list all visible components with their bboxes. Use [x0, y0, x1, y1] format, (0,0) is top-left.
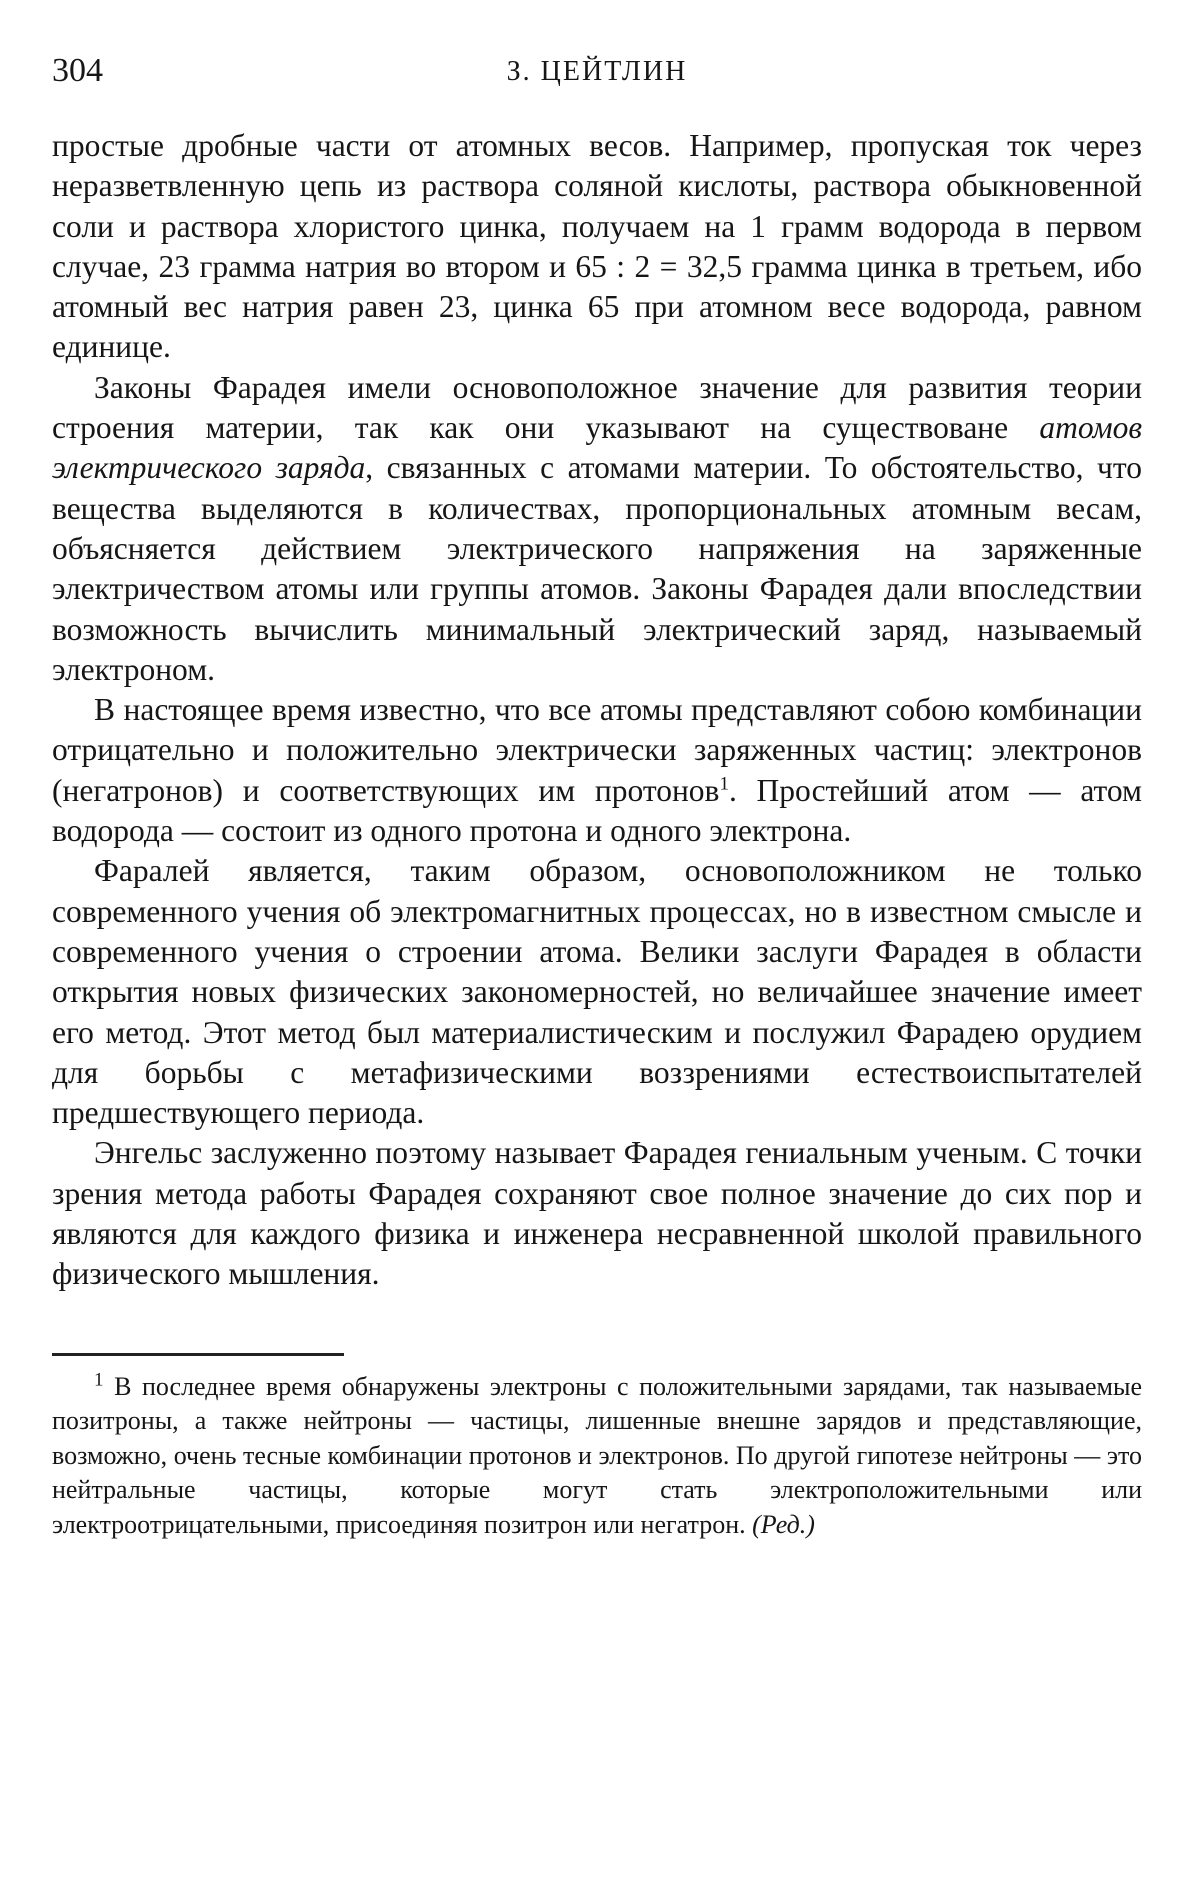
paragraph-1: простые дробные части от атомных весов. Например, пропуская ток через неразветвленную цепь из раствора соляной кислоты, раствора обыкновенной соли и раствора хлористого цинка, получаем на 1 грамм водорода в первом случае, 23 грамма натрия во втором и 65 : 2 = 32,5 грамма цинка в третьем, ибо атомный вес натрия равен 23, цинка 65 при атомном весе водорода, равном единице.: [52, 128, 1142, 365]
editor-note: (Ред.): [752, 1509, 815, 1539]
paragraph-5: Энгельс заслуженно поэтому называет Фарадея гениальным ученым. С точки зрения метода работы Фарадея сохраняют свое полное значение до сих пор и являются для каждого физика и инженера несравненной школой правильного физического мышления.: [52, 1135, 1142, 1292]
running-title: З. ЦЕЙТЛИН: [506, 56, 688, 87]
page-header: [52, 44, 1142, 100]
paragraph-4: Фаралей является, таким образом, основоположником не только современного учения об электромагнитных процессах, но в известном смысле и современного учения о строении атома. Велики заслуги Фарадея в области открытия новых физических закономерностей, но величайшее значение имеет его метод. Этот метод был материалистическим и послужил Фарадею орудием для борьбы с метафизическими воззрениями естествоиспытателей предшествующего периода.: [52, 853, 1142, 1131]
paragraph-3: [52, 690, 1142, 851]
page-number: 304: [52, 52, 103, 89]
paragraph-3-text-end: . Простейший атом — атом водорода — состоит из одного протона и одного электрона.: [52, 772, 1142, 849]
footnote-reference[interactable]: 1: [719, 773, 729, 795]
italic-phrase: атомов электрического заряда: [52, 410, 1142, 486]
footnote-text: В последнее время обнаружены электроны с положительными зарядами, так называемые позитроны, а также нейтроны — частицы, лишенные внешне зарядов и представляющие, возможно, очень тесные комбинации протонов и электронов. По другой гипотезе нейтроны — это нейтральные частицы, которые могут стать электроположительными или электроотрицательными, присоединяя позитрон или негатрон.: [52, 1371, 1143, 1539]
paragraph-2-text-end: , связанных с атомами материи. То обстоятельство, что вещества выделяются в количествах, пропорциональных атомным весам, объясняется действием электрического напряжения на заряженные электричеством атомы или группы атомов. Законы Фарадея дали впоследствии возможность вычислить минимальный электрический заряд, называемый электроном.: [52, 450, 1142, 687]
footnote-mark: 1: [94, 1368, 104, 1390]
footnote: [52, 1370, 1142, 1543]
main-text: [52, 126, 1142, 1295]
paragraph-2: [52, 368, 1142, 690]
footnote-divider: [52, 1353, 344, 1356]
paragraph-2-text-start: Законы Фарадея имели основоположное значение для развития теории строения материи, так как они указывают на существоване: [52, 369, 1142, 446]
paragraph-3-text-start: В настоящее время известно, что все атомы представляют собою комбинации отрицательно и положительно электрически заряженных частиц: электронов (негатронов) и соответствующих им протонов: [52, 692, 1142, 808]
book-page: [52, 44, 1142, 1542]
